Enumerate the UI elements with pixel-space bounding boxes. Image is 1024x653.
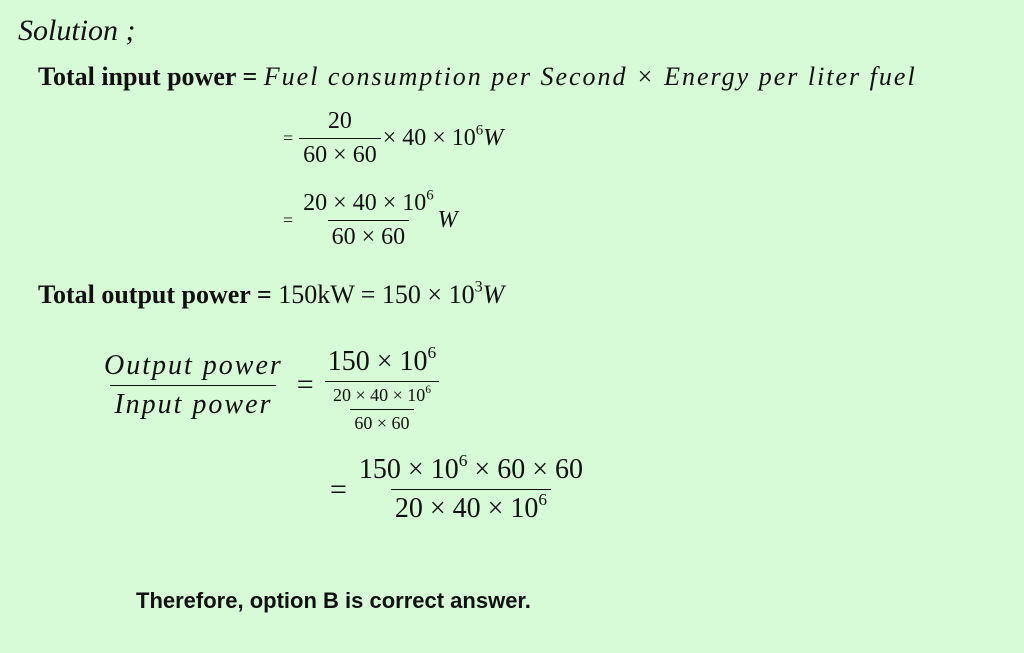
input-power-formula: Fuel consumption per Second × Energy per liter fuel — [263, 62, 917, 91]
nested-numerator: $20 \times 40 \times 10^6$ — [333, 384, 431, 405]
nested-denominator: 60 × 60 — [350, 409, 413, 434]
ratio-lhs-numerator: Output power — [104, 349, 283, 381]
input-power-label: Total input power = — [38, 62, 258, 91]
ratio-lhs-fraction — [100, 350, 287, 421]
output-power-label: Total output power = — [38, 280, 272, 309]
input-power-step-2 — [283, 187, 458, 251]
fraction-numerator: $20 \times 40 \times 10^6$ — [303, 187, 434, 216]
result-fraction — [355, 450, 587, 525]
fraction-20-over-3600 — [299, 108, 381, 169]
fraction-denominator: 60 × 60 — [299, 138, 381, 169]
output-power-value: $150kW = 150 \times 10^3W$ — [278, 278, 505, 309]
watt-unit: W — [437, 207, 458, 233]
equals-sign: = — [283, 210, 294, 230]
conclusion-text: Therefore, option B is correct answer. — [136, 588, 531, 613]
total-output-power-line — [38, 280, 504, 310]
result-denominator: $20 \times 40 \times 10^6$ — [391, 489, 551, 525]
result-numerator: $150 \times 10^6 \times 60 \times 60$ — [358, 450, 583, 485]
ratio-rhs-denominator — [325, 381, 439, 434]
input-power-step-1 — [283, 108, 503, 169]
fraction-denominator: 60 × 60 — [328, 220, 410, 251]
ratio-lhs-denominator: Input power — [110, 385, 276, 421]
efficiency-ratio — [100, 336, 440, 434]
total-input-power-line — [38, 62, 917, 92]
nested-fraction — [329, 385, 435, 434]
ratio-rhs-numerator: $150 \times 10^6$ — [327, 342, 437, 377]
equals-sign: = — [283, 128, 294, 148]
equals-sign: = — [296, 368, 314, 401]
solution-heading: Solution ; — [18, 14, 136, 47]
fraction-input-power — [299, 187, 438, 251]
ratio-rhs-fraction — [324, 336, 440, 434]
equals-sign: = — [330, 472, 347, 506]
result-expression — [330, 450, 587, 525]
fraction-numerator: 20 — [327, 108, 352, 134]
step-1-multiplier: × $40 \times 10^6W$ — [382, 122, 504, 151]
